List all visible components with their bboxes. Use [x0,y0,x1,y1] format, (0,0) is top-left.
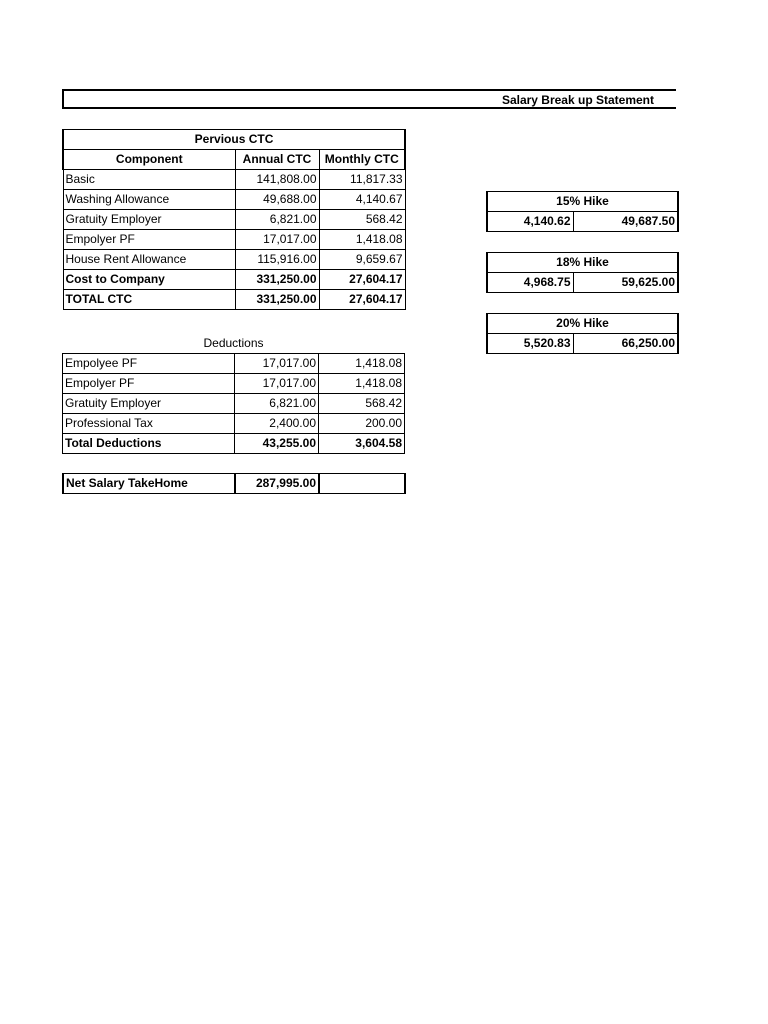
row-monthly: 568.42 [319,394,405,414]
row-label: Empolyer PF [63,230,235,250]
row-monthly: 1,418.08 [319,230,405,250]
hike-20-table [486,313,679,354]
row-label: Empolyer PF [63,374,235,394]
net-salary-annual: 287,995.00 [235,474,319,494]
table-row [63,170,405,190]
net-salary-monthly [319,474,405,494]
total-ctc-label: TOTAL CTC [63,290,235,310]
hike-15-monthly: 4,140.62 [487,212,573,232]
hike-18-title: 18% Hike [487,253,678,273]
cost-to-company-label: Cost to Company [63,270,235,290]
hike-15-annual: 49,687.50 [573,212,678,232]
row-annual: 6,821.00 [235,394,319,414]
table-row [63,190,405,210]
previous-ctc-title: Pervious CTC [63,130,405,150]
net-salary-row [63,474,405,494]
total-deductions-annual: 43,255.00 [235,434,319,454]
hike-18-annual: 59,625.00 [573,273,678,293]
deductions-title: Deductions [63,334,405,354]
total-deductions-monthly: 3,604.58 [319,434,405,454]
hike-15-table [486,191,679,232]
row-monthly: 1,418.08 [319,374,405,394]
row-monthly: 11,817.33 [319,170,405,190]
row-annual: 17,017.00 [235,354,319,374]
statement-banner [62,89,676,109]
row-annual: 17,017.00 [235,230,319,250]
table-row [63,230,405,250]
hike-20-title: 20% Hike [487,314,678,334]
row-label: Gratuity Employer [63,394,235,414]
table-row [63,374,405,394]
row-monthly: 1,418.08 [319,354,405,374]
row-monthly: 200.00 [319,414,405,434]
row-annual: 49,688.00 [235,190,319,210]
cost-to-company-monthly: 27,604.17 [319,270,405,290]
row-annual: 115,916.00 [235,250,319,270]
total-ctc-row [63,290,405,310]
page-title: Salary Break up Statement [501,93,654,107]
column-header-monthly: Monthly CTC [319,150,405,170]
hike-20-annual: 66,250.00 [573,334,678,354]
row-label: Professional Tax [63,414,235,434]
column-header-component: Component [63,150,235,170]
row-label: Gratuity Employer [63,210,235,230]
row-label: House Rent Allowance [63,250,235,270]
row-label: Empolyee PF [63,354,235,374]
row-annual: 17,017.00 [235,374,319,394]
table-row [63,394,405,414]
total-deductions-row [63,434,405,454]
row-annual: 2,400.00 [235,414,319,434]
row-annual: 6,821.00 [235,210,319,230]
row-label: Basic [63,170,235,190]
total-deductions-label: Total Deductions [63,434,235,454]
hike-20-monthly: 5,520.83 [487,334,573,354]
net-salary-table [62,473,406,494]
table-row [63,210,405,230]
net-salary-label: Net Salary TakeHome [63,474,235,494]
hike-15-title: 15% Hike [487,192,678,212]
table-row [63,250,405,270]
row-annual: 141,808.00 [235,170,319,190]
total-ctc-monthly: 27,604.17 [319,290,405,310]
table-row [63,414,405,434]
cost-to-company-row [63,270,405,290]
row-monthly: 9,659.67 [319,250,405,270]
row-monthly: 4,140.67 [319,190,405,210]
cost-to-company-annual: 331,250.00 [235,270,319,290]
hike-18-table [486,252,679,293]
table-row [63,354,405,374]
total-ctc-annual: 331,250.00 [235,290,319,310]
row-monthly: 568.42 [319,210,405,230]
deductions-table [62,334,405,454]
row-label: Washing Allowance [63,190,235,210]
hike-18-monthly: 4,968.75 [487,273,573,293]
previous-ctc-table [62,129,406,310]
column-header-annual: Annual CTC [235,150,319,170]
